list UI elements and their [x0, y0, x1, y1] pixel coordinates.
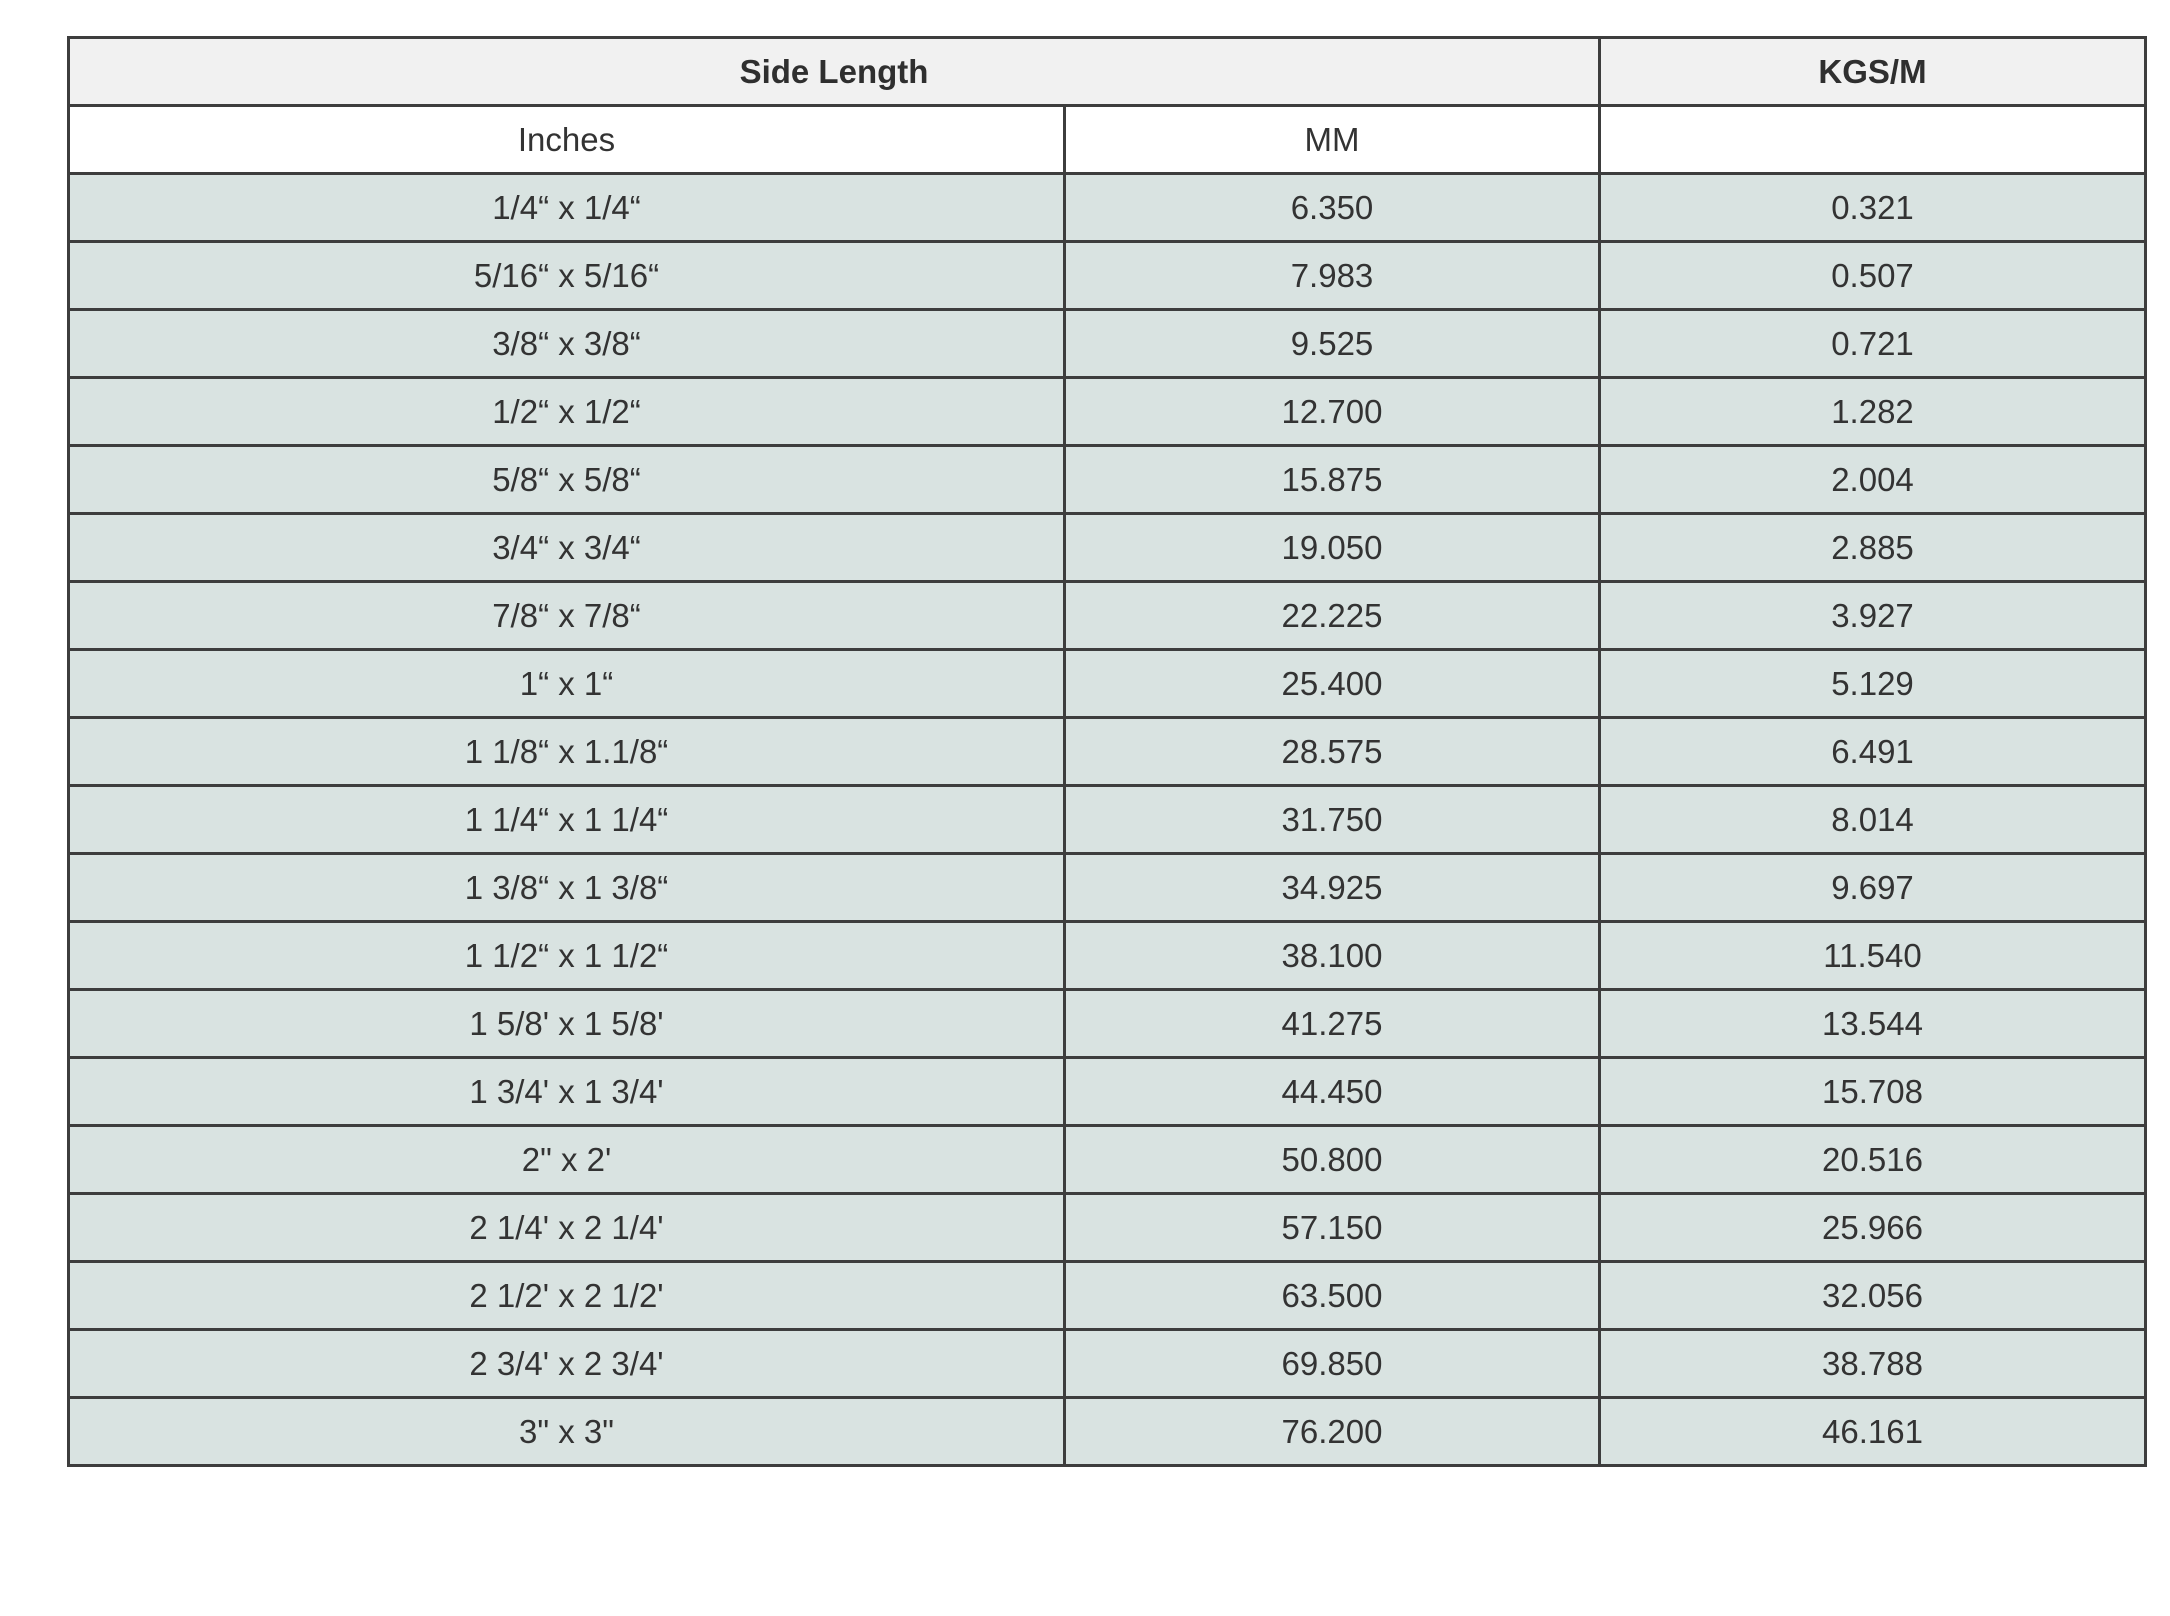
mm-cell: 31.750 — [1065, 786, 1600, 854]
mm-cell: 50.800 — [1065, 1126, 1600, 1194]
mm-cell: 38.100 — [1065, 922, 1600, 990]
mm-cell: 63.500 — [1065, 1262, 1600, 1330]
table-header-row — [69, 38, 2146, 106]
inches-cell: 3" x 3" — [69, 1398, 1065, 1466]
table-row — [69, 514, 2146, 582]
kgs-cell: 2.004 — [1600, 446, 2146, 514]
blank-header — [1600, 106, 2146, 174]
kgs-cell: 20.516 — [1600, 1126, 2146, 1194]
mm-cell: 15.875 — [1065, 446, 1600, 514]
mm-cell: 69.850 — [1065, 1330, 1600, 1398]
kgs-cell: 3.927 — [1600, 582, 2146, 650]
inches-cell: 1 5/8' x 1 5/8' — [69, 990, 1065, 1058]
table-row — [69, 854, 2146, 922]
inches-cell: 1/4“ x 1/4“ — [69, 174, 1065, 242]
kgs-cell: 25.966 — [1600, 1194, 2146, 1262]
table-row — [69, 310, 2146, 378]
table-row — [69, 786, 2146, 854]
table-row — [69, 1058, 2146, 1126]
mm-header: MM — [1065, 106, 1600, 174]
inches-cell: 1/2“ x 1/2“ — [69, 378, 1065, 446]
inches-cell: 2 3/4' x 2 3/4' — [69, 1330, 1065, 1398]
mm-cell: 25.400 — [1065, 650, 1600, 718]
kgs-cell: 32.056 — [1600, 1262, 2146, 1330]
table-body — [69, 174, 2146, 1466]
table-row — [69, 1262, 2146, 1330]
table-subheader-row — [69, 106, 2146, 174]
mm-cell: 57.150 — [1065, 1194, 1600, 1262]
table-row — [69, 1330, 2146, 1398]
kgs-cell: 5.129 — [1600, 650, 2146, 718]
mm-cell: 76.200 — [1065, 1398, 1600, 1466]
kgs-cell: 0.321 — [1600, 174, 2146, 242]
mm-cell: 22.225 — [1065, 582, 1600, 650]
mm-cell: 19.050 — [1065, 514, 1600, 582]
kgs-cell: 13.544 — [1600, 990, 2146, 1058]
inches-cell: 1 1/2“ x 1 1/2“ — [69, 922, 1065, 990]
inches-cell: 2 1/2' x 2 1/2' — [69, 1262, 1065, 1330]
mm-cell: 12.700 — [1065, 378, 1600, 446]
inches-cell: 2 1/4' x 2 1/4' — [69, 1194, 1065, 1262]
table-row — [69, 582, 2146, 650]
table-row — [69, 718, 2146, 786]
inches-header: Inches — [69, 106, 1065, 174]
inches-cell: 1“ x 1“ — [69, 650, 1065, 718]
kgs-cell: 38.788 — [1600, 1330, 2146, 1398]
mm-cell: 7.983 — [1065, 242, 1600, 310]
inches-cell: 1 1/4“ x 1 1/4“ — [69, 786, 1065, 854]
kgs-cell: 0.507 — [1600, 242, 2146, 310]
kgs-cell: 1.282 — [1600, 378, 2146, 446]
mm-cell: 44.450 — [1065, 1058, 1600, 1126]
kgs-cell: 9.697 — [1600, 854, 2146, 922]
size-weight-table — [67, 36, 2147, 1467]
table-row — [69, 922, 2146, 990]
mm-cell: 9.525 — [1065, 310, 1600, 378]
kgs-cell: 46.161 — [1600, 1398, 2146, 1466]
mm-cell: 28.575 — [1065, 718, 1600, 786]
kgs-cell: 2.885 — [1600, 514, 2146, 582]
mm-cell: 34.925 — [1065, 854, 1600, 922]
table-row — [69, 650, 2146, 718]
table-row — [69, 378, 2146, 446]
inches-cell: 1 3/4' x 1 3/4' — [69, 1058, 1065, 1126]
kgs-per-meter-header: KGS/M — [1600, 38, 2146, 106]
side-length-header: Side Length — [69, 38, 1600, 106]
kgs-cell: 0.721 — [1600, 310, 2146, 378]
inches-cell: 3/4“ x 3/4“ — [69, 514, 1065, 582]
table-row — [69, 1398, 2146, 1466]
kgs-cell: 6.491 — [1600, 718, 2146, 786]
table-row — [69, 1194, 2146, 1262]
inches-cell: 3/8“ x 3/8“ — [69, 310, 1065, 378]
table-row — [69, 990, 2146, 1058]
mm-cell: 6.350 — [1065, 174, 1600, 242]
inches-cell: 2" x 2' — [69, 1126, 1065, 1194]
inches-cell: 7/8“ x 7/8“ — [69, 582, 1065, 650]
table-row — [69, 1126, 2146, 1194]
inches-cell: 5/8“ x 5/8“ — [69, 446, 1065, 514]
inches-cell: 1 3/8“ x 1 3/8“ — [69, 854, 1065, 922]
kgs-cell: 15.708 — [1600, 1058, 2146, 1126]
table-row — [69, 242, 2146, 310]
inches-cell: 5/16“ x 5/16“ — [69, 242, 1065, 310]
kgs-cell: 8.014 — [1600, 786, 2146, 854]
kgs-cell: 11.540 — [1600, 922, 2146, 990]
mm-cell: 41.275 — [1065, 990, 1600, 1058]
table-row — [69, 174, 2146, 242]
inches-cell: 1 1/8“ x 1.1/8“ — [69, 718, 1065, 786]
table-row — [69, 446, 2146, 514]
